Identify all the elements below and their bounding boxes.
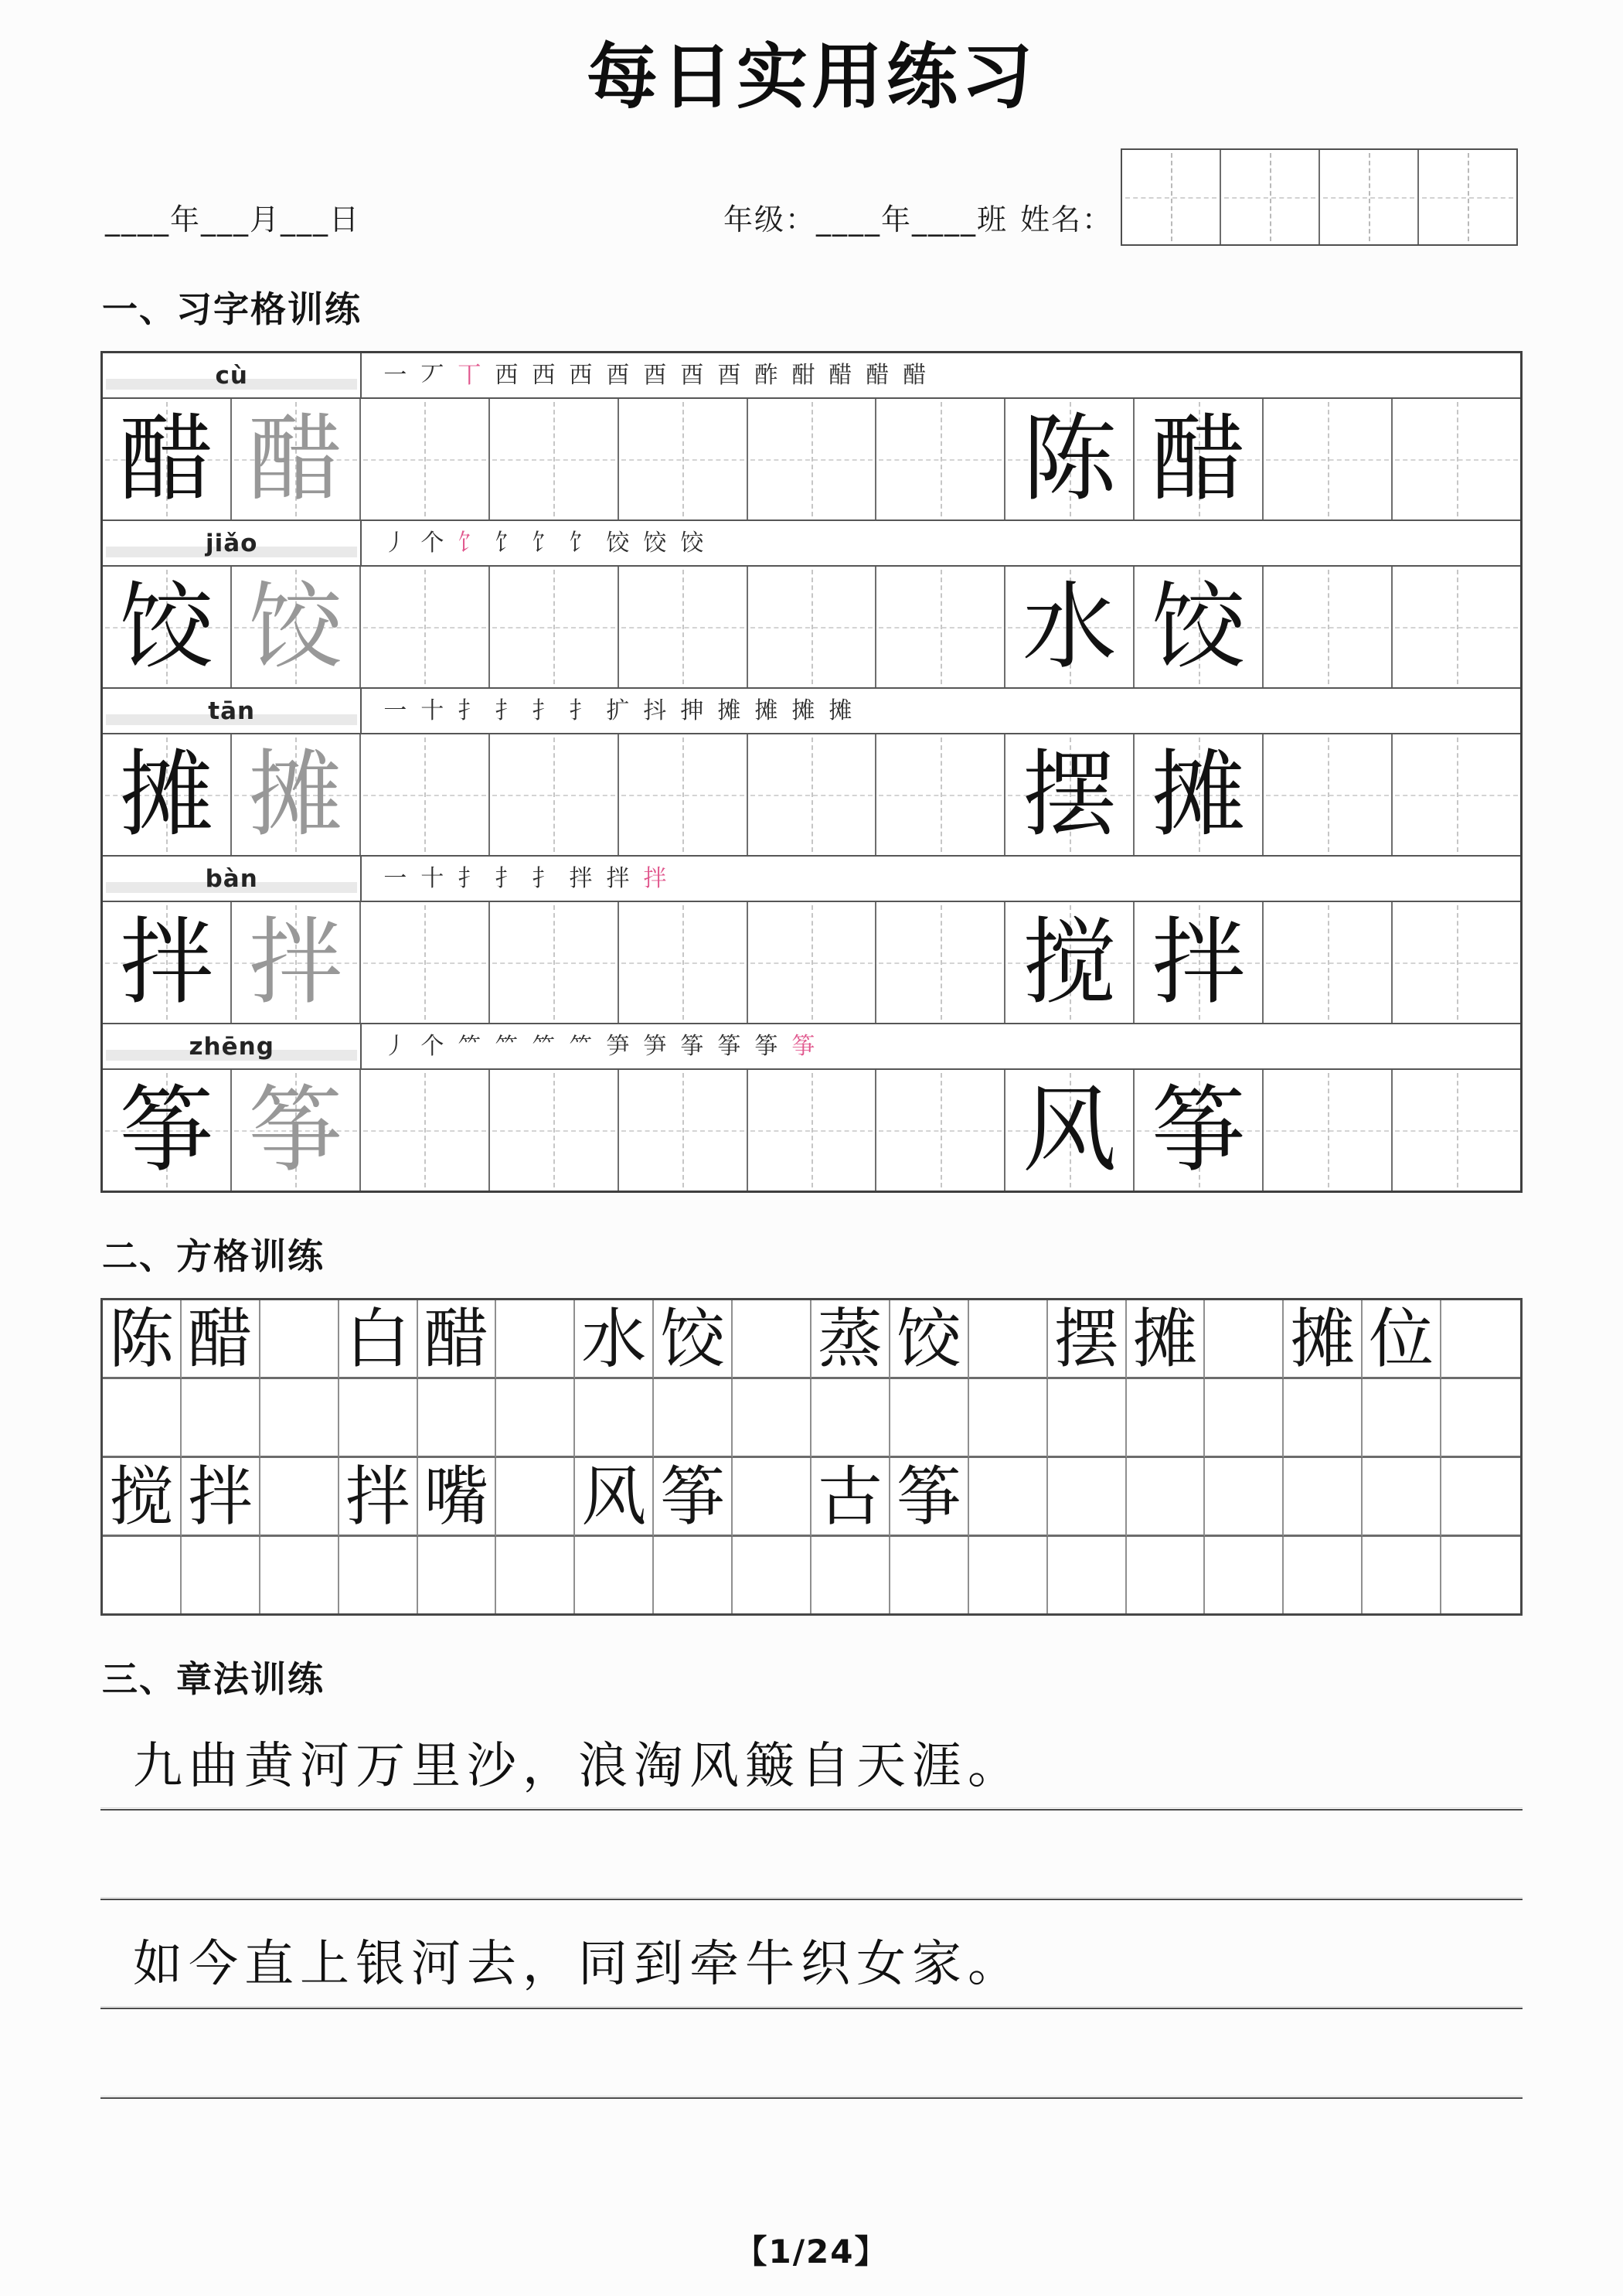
square-cell <box>182 1458 260 1537</box>
square-char: 醋 <box>187 1300 253 1377</box>
square-cell <box>1048 1379 1127 1458</box>
square-cell <box>1048 1300 1127 1379</box>
name-label: 姓名： <box>1019 203 1113 237</box>
practice-row <box>103 734 1520 855</box>
square-cell <box>1284 1300 1363 1379</box>
stroke-glyph: 拌 <box>606 864 630 892</box>
grade-class-blanks: 年级：____年____班 <box>723 203 1008 237</box>
square-cell <box>1441 1537 1520 1613</box>
stroke-glyph: 酉 <box>643 361 667 389</box>
stroke-glyph: 摊 <box>829 697 852 724</box>
square-char: 摆 <box>1053 1300 1119 1377</box>
practice-group <box>103 1023 1520 1191</box>
square-cell <box>1441 1458 1520 1537</box>
practice-char: 水 <box>1022 572 1117 682</box>
practice-char: 风 <box>1022 1075 1117 1185</box>
square-char: 醋 <box>424 1300 489 1377</box>
square-char: 古 <box>817 1458 883 1535</box>
practice-cell <box>232 567 361 687</box>
practice-char: 搅 <box>1022 908 1117 1017</box>
stroke-glyph: 抖 <box>643 697 667 724</box>
square-char: 蒸 <box>817 1300 883 1377</box>
stroke-glyph: 饣 <box>495 529 519 557</box>
section-heading-composition: 三、章法训练 <box>102 1658 325 1700</box>
practice-char: 醋 <box>1151 404 1246 514</box>
square-cell <box>575 1300 654 1379</box>
square-cell <box>1441 1379 1520 1458</box>
square-char: 拌 <box>345 1458 410 1535</box>
practice-char: 拌 <box>248 908 343 1017</box>
stroke-glyph: ⺮ <box>495 1032 519 1060</box>
square-cell <box>733 1300 812 1379</box>
practice-cell <box>490 567 619 687</box>
practice-cell <box>490 902 619 1023</box>
square-cell <box>654 1300 733 1379</box>
poem-line: 九曲黄河万里沙，浪淘风簸自天涯。 <box>133 1738 1023 1795</box>
square-char: 饺 <box>896 1300 961 1377</box>
practice-cell <box>361 567 490 687</box>
section-heading-practice: 一、习字格训练 <box>102 288 362 330</box>
name-grid <box>1121 148 1518 246</box>
section-heading-square: 二、方格训练 <box>102 1235 325 1277</box>
practice-cell <box>361 1070 490 1191</box>
square-cell <box>812 1379 890 1458</box>
practice-cell <box>748 902 877 1023</box>
practice-cell <box>1135 399 1264 519</box>
practice-row <box>103 902 1520 1023</box>
practice-cell <box>490 399 619 519</box>
stroke-glyph: 丿 <box>383 529 407 557</box>
practice-group <box>103 353 1520 519</box>
square-cell <box>103 1537 182 1613</box>
square-cell <box>339 1300 418 1379</box>
practice-cell <box>1135 734 1264 855</box>
square-cell <box>496 1537 575 1613</box>
practice-cell <box>232 902 361 1023</box>
stroke-glyph: 笋 <box>643 1032 667 1060</box>
stroke-glyph: 摊 <box>754 697 778 724</box>
stroke-sequence <box>362 353 1520 397</box>
stroke-glyph: ⺮ <box>569 1032 593 1060</box>
square-cell <box>103 1458 182 1537</box>
square-cell <box>260 1458 339 1537</box>
stroke-sequence <box>362 521 1520 565</box>
practice-group <box>103 855 1520 1023</box>
stroke-glyph: 一 <box>383 361 407 389</box>
stroke-glyph: ⺮ <box>532 1032 556 1060</box>
square-char: 拌 <box>187 1458 253 1535</box>
practice-cell <box>490 734 619 855</box>
practice-cell <box>876 902 1005 1023</box>
square-cell <box>890 1379 969 1458</box>
stroke-glyph: 饣 <box>569 529 593 557</box>
square-cell <box>1127 1537 1206 1613</box>
practice-char: 饺 <box>119 572 214 682</box>
practice-cell <box>1005 399 1135 519</box>
practice-char: 摊 <box>248 740 343 850</box>
square-cell <box>1363 1300 1441 1379</box>
square-cell <box>812 1300 890 1379</box>
stroke-glyph: 筝 <box>791 1032 815 1060</box>
pinyin-cell <box>103 353 362 397</box>
stroke-glyph: 筝 <box>754 1032 778 1060</box>
practice-cell <box>1264 734 1393 855</box>
stroke-glyph: 饺 <box>643 529 667 557</box>
practice-row <box>103 1070 1520 1191</box>
square-cell <box>418 1300 497 1379</box>
stroke-glyph: 扌 <box>495 864 519 892</box>
square-cell <box>1205 1379 1284 1458</box>
square-cell <box>182 1379 260 1458</box>
stroke-glyph: 酢 <box>754 361 778 389</box>
practice-cell <box>103 567 232 687</box>
stroke-order-header <box>103 1023 1520 1070</box>
pinyin-label: tān <box>208 697 256 725</box>
square-cell <box>260 1537 339 1613</box>
practice-char: 筝 <box>248 1075 343 1185</box>
square-char: 筝 <box>896 1458 961 1535</box>
stroke-glyph: 个 <box>420 1032 444 1060</box>
square-cell <box>654 1537 733 1613</box>
pinyin-cell <box>103 689 362 733</box>
square-char: 嘴 <box>424 1458 489 1535</box>
stroke-glyph: 酉 <box>606 361 630 389</box>
practice-cell <box>1264 399 1393 519</box>
name-grid-cell <box>1221 150 1320 244</box>
square-cell <box>654 1379 733 1458</box>
practice-char: 摊 <box>1151 740 1246 850</box>
practice-cell <box>103 902 232 1023</box>
practice-cell <box>103 1070 232 1191</box>
name-grid-cell <box>1419 150 1516 244</box>
square-cell <box>260 1379 339 1458</box>
square-cell <box>418 1537 497 1613</box>
stroke-glyph: 丿 <box>383 1032 407 1060</box>
square-cell <box>496 1300 575 1379</box>
square-cell <box>1127 1300 1206 1379</box>
square-cell <box>1363 1537 1441 1613</box>
practice-cell <box>1264 902 1393 1023</box>
practice-cell <box>619 902 748 1023</box>
stroke-order-header <box>103 855 1520 902</box>
stroke-glyph: 拌 <box>643 864 667 892</box>
practice-char: 饺 <box>248 572 343 682</box>
poem-line: 如今直上银河去，同到牵牛织女家。 <box>133 1936 1023 1994</box>
pinyin-cell <box>103 857 362 901</box>
practice-cell <box>1264 1070 1393 1191</box>
stroke-glyph: ⺮ <box>458 1032 481 1060</box>
practice-table <box>100 351 1523 1193</box>
square-cell <box>1284 1458 1363 1537</box>
square-cell <box>733 1379 812 1458</box>
square-cell <box>339 1458 418 1537</box>
square-cell <box>890 1300 969 1379</box>
practice-cell <box>748 1070 877 1191</box>
practice-cell <box>1135 567 1264 687</box>
practice-cell <box>1135 902 1264 1023</box>
square-cell <box>890 1458 969 1537</box>
practice-char: 陈 <box>1022 404 1117 514</box>
stroke-glyph: 一 <box>383 864 407 892</box>
stroke-glyph: 醋 <box>829 361 852 389</box>
header-info-row <box>100 148 1523 246</box>
square-cell <box>418 1458 497 1537</box>
page-title: 每日实用练习 <box>586 36 1036 118</box>
stroke-order-header <box>103 519 1520 567</box>
stroke-glyph: 醋 <box>866 361 890 389</box>
stroke-glyph: 扌 <box>458 697 481 724</box>
square-cell <box>103 1300 182 1379</box>
stroke-glyph: 丆 <box>420 361 444 389</box>
square-cell <box>1363 1458 1441 1537</box>
square-char: 风 <box>581 1458 647 1535</box>
page-number: 【1/24】 <box>734 2233 889 2270</box>
practice-cell <box>232 1070 361 1191</box>
stroke-glyph: 饺 <box>680 529 704 557</box>
square-cell <box>654 1458 733 1537</box>
practice-cell <box>1005 567 1135 687</box>
pinyin-label: zhēng <box>189 1032 274 1061</box>
stroke-glyph: 筝 <box>680 1032 704 1060</box>
practice-cell <box>1393 567 1520 687</box>
stroke-glyph: 筝 <box>717 1032 741 1060</box>
stroke-glyph: 扌 <box>532 864 556 892</box>
square-cell <box>182 1537 260 1613</box>
stroke-glyph: 个 <box>420 529 444 557</box>
square-cell <box>1441 1300 1520 1379</box>
square-cell <box>575 1458 654 1537</box>
stroke-sequence <box>362 857 1520 901</box>
practice-cell <box>876 399 1005 519</box>
writing-rule-empty <box>100 1897 1523 1900</box>
practice-char: 醋 <box>248 404 343 514</box>
stroke-glyph: 扩 <box>606 697 630 724</box>
writing-rule <box>100 1807 1523 1811</box>
stroke-glyph: 十 <box>420 697 444 724</box>
square-grid <box>100 1298 1523 1616</box>
stroke-glyph: 西 <box>569 361 593 389</box>
practice-cell <box>1393 734 1520 855</box>
practice-cell <box>748 567 877 687</box>
practice-group <box>103 687 1520 855</box>
stroke-sequence <box>362 1024 1520 1068</box>
name-grid-cell <box>1320 150 1419 244</box>
square-cell <box>496 1379 575 1458</box>
stroke-glyph: 饣 <box>458 529 481 557</box>
practice-char: 饺 <box>1151 572 1246 682</box>
stroke-order-header <box>103 687 1520 734</box>
square-cell <box>812 1537 890 1613</box>
square-cell <box>496 1458 575 1537</box>
practice-cell <box>103 734 232 855</box>
writing-rule <box>100 2006 1523 2009</box>
stroke-glyph: 扌 <box>569 697 593 724</box>
stroke-glyph: 西 <box>532 361 556 389</box>
stroke-glyph: 笋 <box>606 1032 630 1060</box>
name-grid-cell <box>1122 150 1221 244</box>
practice-cell <box>748 734 877 855</box>
practice-cell <box>1005 734 1135 855</box>
date-blanks: ____年___月___日 <box>105 203 361 237</box>
square-cell <box>1205 1537 1284 1613</box>
practice-cell <box>361 399 490 519</box>
square-cell <box>969 1300 1048 1379</box>
square-cell <box>733 1537 812 1613</box>
square-char: 陈 <box>108 1300 174 1377</box>
stroke-glyph: 抻 <box>680 697 704 724</box>
stroke-glyph: 丅 <box>458 361 481 389</box>
stroke-order-header <box>103 353 1520 399</box>
square-char: 位 <box>1369 1300 1434 1377</box>
square-cell <box>418 1379 497 1458</box>
square-cell <box>1205 1458 1284 1537</box>
square-cell <box>182 1300 260 1379</box>
pinyin-label: bàn <box>205 864 258 893</box>
practice-cell <box>490 1070 619 1191</box>
square-char: 摊 <box>1132 1300 1198 1377</box>
square-cell <box>969 1379 1048 1458</box>
square-cell <box>103 1379 182 1458</box>
square-char: 搅 <box>108 1458 174 1535</box>
practice-char: 摊 <box>119 740 214 850</box>
square-char: 摊 <box>1290 1300 1356 1377</box>
practice-cell <box>619 1070 748 1191</box>
composition-area <box>100 1739 1523 2099</box>
stroke-glyph: 扌 <box>495 697 519 724</box>
square-cell <box>1127 1379 1206 1458</box>
stroke-glyph: 酉 <box>717 361 741 389</box>
square-cell <box>1048 1537 1127 1613</box>
practice-cell <box>232 734 361 855</box>
practice-cell <box>1264 567 1393 687</box>
practice-cell <box>619 399 748 519</box>
practice-cell <box>876 567 1005 687</box>
square-cell <box>733 1458 812 1537</box>
square-cell <box>890 1537 969 1613</box>
stroke-glyph: 西 <box>495 361 519 389</box>
practice-char: 摆 <box>1022 740 1117 850</box>
practice-cell <box>361 734 490 855</box>
practice-char: 筝 <box>1151 1075 1246 1185</box>
stroke-glyph: 十 <box>420 864 444 892</box>
pinyin-cell <box>103 1024 362 1068</box>
stroke-glyph: 摊 <box>717 697 741 724</box>
practice-char: 醋 <box>119 404 214 514</box>
square-cell <box>1048 1458 1127 1537</box>
practice-cell <box>232 399 361 519</box>
stroke-glyph: 摊 <box>791 697 815 724</box>
square-cell <box>1205 1300 1284 1379</box>
practice-cell <box>619 567 748 687</box>
practice-cell <box>1135 1070 1264 1191</box>
practice-cell <box>361 902 490 1023</box>
square-cell <box>1363 1379 1441 1458</box>
stroke-glyph: 扌 <box>532 697 556 724</box>
practice-row <box>103 399 1520 519</box>
square-cell <box>969 1458 1048 1537</box>
square-cell <box>969 1537 1048 1613</box>
square-char: 水 <box>581 1300 647 1377</box>
square-cell <box>812 1458 890 1537</box>
practice-cell <box>876 734 1005 855</box>
practice-cell <box>103 399 232 519</box>
practice-cell <box>1393 1070 1520 1191</box>
stroke-glyph: 酉 <box>680 361 704 389</box>
practice-cell <box>1005 1070 1135 1191</box>
square-cell <box>575 1537 654 1613</box>
square-char: 筝 <box>660 1458 726 1535</box>
writing-rule-empty <box>100 2096 1523 2099</box>
square-cell <box>575 1379 654 1458</box>
pinyin-cell <box>103 521 362 565</box>
stroke-glyph: 饣 <box>532 529 556 557</box>
practice-cell <box>619 734 748 855</box>
stroke-glyph: 一 <box>383 697 407 724</box>
practice-row <box>103 567 1520 687</box>
practice-group <box>103 519 1520 687</box>
practice-char: 筝 <box>119 1075 214 1185</box>
square-char: 饺 <box>660 1300 726 1377</box>
practice-cell <box>1393 399 1520 519</box>
stroke-glyph: 醋 <box>903 361 927 389</box>
square-cell <box>1284 1379 1363 1458</box>
square-cell <box>260 1300 339 1379</box>
stroke-glyph: 扌 <box>458 864 481 892</box>
square-char: 白 <box>345 1300 410 1377</box>
square-cell <box>339 1537 418 1613</box>
stroke-sequence <box>362 689 1520 733</box>
square-cell <box>1127 1458 1206 1537</box>
practice-char: 拌 <box>1151 908 1246 1017</box>
practice-cell <box>876 1070 1005 1191</box>
stroke-glyph: 酣 <box>791 361 815 389</box>
stroke-glyph: 饺 <box>606 529 630 557</box>
practice-cell <box>1005 902 1135 1023</box>
pinyin-label: cù <box>215 361 248 390</box>
practice-cell <box>1393 902 1520 1023</box>
square-cell <box>339 1379 418 1458</box>
square-cell <box>1284 1537 1363 1613</box>
stroke-glyph: 拌 <box>569 864 593 892</box>
practice-cell <box>748 399 877 519</box>
practice-char: 拌 <box>119 908 214 1017</box>
worksheet-content <box>0 20 1623 2099</box>
pinyin-label: jiǎo <box>205 529 258 557</box>
